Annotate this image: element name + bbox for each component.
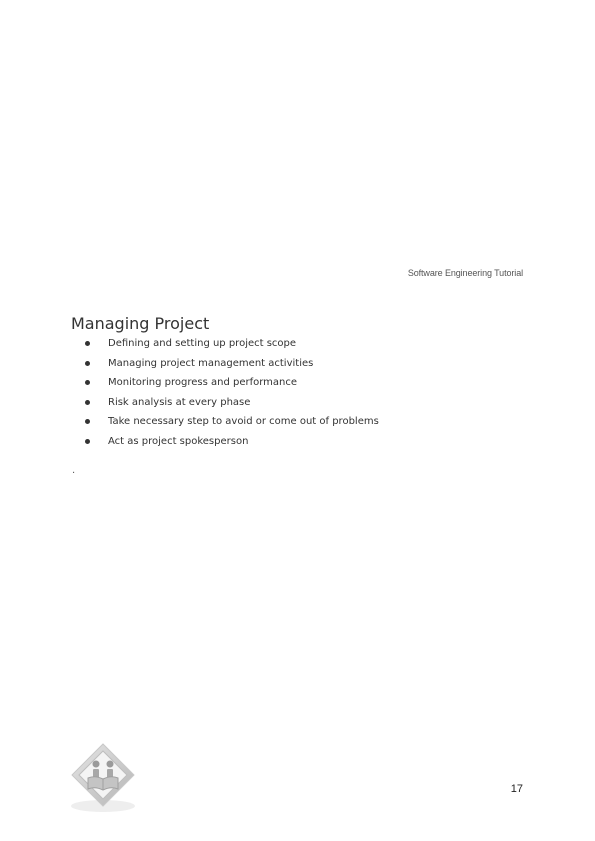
bullet-icon [85, 341, 90, 346]
trailing-period: . [72, 465, 76, 476]
page-number: 17 [510, 783, 523, 795]
running-header: Software Engineering Tutorial [407, 268, 523, 278]
list-item-text: Managing project management activities [108, 357, 314, 369]
list-item-text: Take necessary step to avoid or come out of problems [108, 416, 379, 427]
list-item-text: Risk analysis at every phase [108, 396, 251, 408]
bullet-icon [85, 419, 90, 424]
section-heading: Managing Project [71, 314, 210, 333]
list-item-text: Monitoring progress and performance [108, 377, 298, 388]
list-item-text: Defining and setting up project scope [108, 338, 297, 349]
bullet-icon [85, 439, 90, 444]
list-item-text: Act as project spokesperson [108, 435, 249, 447]
bullet-icon [85, 380, 90, 385]
tutorialspoint-logo-icon [68, 742, 138, 814]
bullet-icon [85, 400, 90, 405]
bullet-icon [85, 361, 90, 366]
